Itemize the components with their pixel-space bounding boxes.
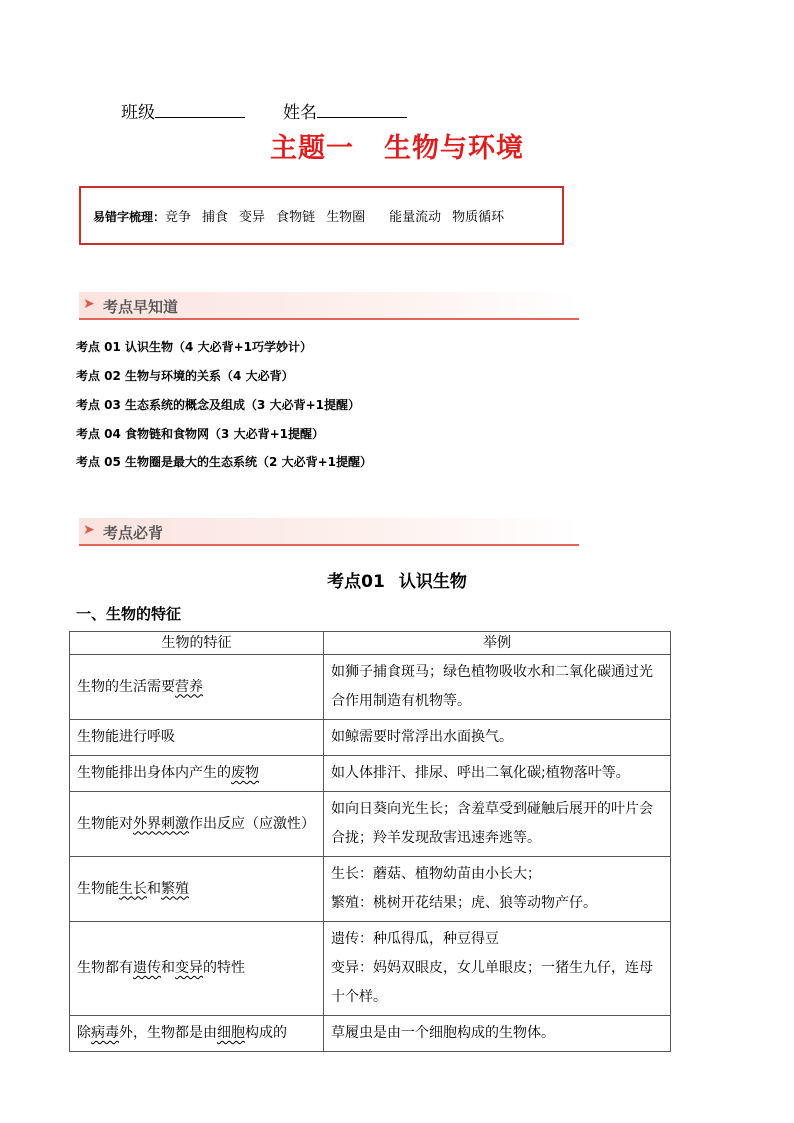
- feature-cell: [70, 756, 324, 792]
- confusing-word: 能量流动: [389, 210, 442, 225]
- feature-keyword: 遗传: [133, 960, 161, 976]
- feature-text: 的特性: [203, 960, 245, 976]
- table-row: [70, 655, 671, 720]
- example-line: 如鲸需要时常浮出水面换气。: [331, 729, 513, 745]
- kaodian-list-item: 考点 01 认识生物（4 大必背+1巧学妙计）: [76, 340, 312, 354]
- confusing-word: 捕食: [202, 210, 229, 225]
- sub-heading: 一、生物的特征: [76, 605, 182, 623]
- confusing-chars-label: 易错字梳理：: [93, 210, 166, 224]
- feature-keyword: 营养: [175, 678, 203, 695]
- example-line: 生长：蘑菇、植物幼苗由小长大；: [331, 866, 541, 882]
- feature-text: 生物都有: [77, 960, 133, 976]
- feature-text: 作出反应（应激性）: [189, 815, 315, 832]
- class-name-line: [121, 98, 407, 123]
- example-cell: [324, 655, 671, 720]
- example-cell: [324, 922, 671, 1016]
- feature-keyword: 生长: [119, 880, 147, 897]
- table-row: [70, 756, 671, 792]
- title-part1: 主题一: [270, 133, 354, 164]
- feature-cell: [70, 857, 324, 922]
- feature-text: 生物能对: [77, 815, 133, 832]
- confusing-word: 变异: [239, 210, 266, 225]
- kaodian-title: 认识生物: [398, 572, 467, 592]
- kaodian-number: 考点01: [327, 572, 385, 592]
- example-line: 繁殖：桃树开花结果；虎、狼等动物产仔。: [331, 895, 597, 911]
- table-row: [70, 720, 671, 756]
- title-part2: 生物与环境: [384, 133, 524, 164]
- table-row: [70, 792, 671, 857]
- feature-text: 和: [147, 880, 161, 897]
- confusing-word: 竞争: [165, 210, 192, 225]
- section-bar-early-know: [79, 292, 579, 320]
- kaodian-list-item: 考点 04 食物链和食物网（3 大必背+1提醒）: [76, 427, 324, 441]
- confusing-word: 生物圈: [326, 210, 366, 225]
- table-row: [70, 922, 671, 1016]
- feature-keyword: 外界刺激: [133, 815, 189, 832]
- example-line: 如向日葵向光生长；含羞草受到碰触后展开的叶片会合拢；羚羊发现敌害迅速奔逃等。: [331, 801, 653, 846]
- example-line: 如人体排汗、排尿、呼出二氧化碳;植物落叶等。: [331, 765, 630, 781]
- feature-cell: [70, 655, 324, 720]
- confusing-word: 物质循环: [452, 210, 505, 225]
- feature-text: 外，生物都是由: [119, 1025, 217, 1041]
- kaodian-list-item: 考点 05 生物圈是最大的生态系统（2 大必背+1提醒）: [76, 455, 372, 469]
- feature-text: 除: [77, 1025, 91, 1041]
- example-line: 变异：妈妈双眼皮，女儿单眼皮；一猪生九仔，连母十个样。: [331, 960, 653, 1005]
- feature-text: 生物的生活需要: [77, 678, 175, 695]
- features-table: [69, 631, 671, 1052]
- table-header-row: [70, 632, 671, 655]
- example-cell: [324, 756, 671, 792]
- name-label: 姓名: [283, 103, 317, 123]
- example-cell: [324, 720, 671, 756]
- feature-cell: [70, 792, 324, 857]
- example-cell: [324, 792, 671, 857]
- column-header: 生物的特征: [70, 632, 324, 655]
- class-blank[interactable]: [155, 101, 245, 118]
- feature-keyword: 变异: [175, 960, 203, 976]
- feature-text: 生物能排出身体内产生的: [77, 765, 231, 781]
- kaodian-list-item: 考点 02 生物与环境的关系（4 大必背）: [76, 369, 294, 383]
- table-row: [70, 857, 671, 922]
- feature-keyword: 繁殖: [161, 880, 189, 897]
- table-row: [70, 1016, 671, 1052]
- kaodian-heading: [0, 567, 794, 592]
- example-cell: [324, 1016, 671, 1052]
- section-title: 考点必背: [103, 524, 164, 542]
- class-label: 班级: [121, 103, 155, 123]
- feature-keyword: 病毒: [91, 1025, 119, 1041]
- feature-cell: [70, 720, 324, 756]
- column-header: 举例: [324, 632, 671, 655]
- feature-text: 和: [161, 960, 175, 976]
- feature-text: 构成的: [245, 1025, 287, 1041]
- example-cell: [324, 857, 671, 922]
- arrow-right-icon: ➤: [83, 522, 95, 538]
- page-title: [0, 126, 794, 165]
- section-title: 考点早知道: [103, 298, 179, 316]
- feature-cell: [70, 1016, 324, 1052]
- example-line: 草履虫是由一个细胞构成的生物体。: [331, 1025, 555, 1041]
- confusing-chars-line: [93, 206, 504, 225]
- feature-cell: [70, 922, 324, 1016]
- feature-keyword: 细胞: [217, 1025, 245, 1041]
- example-line: 遗传：种瓜得瓜，种豆得豆: [331, 931, 499, 947]
- feature-text: 生物能: [77, 880, 119, 897]
- feature-keyword: 废物: [231, 765, 259, 781]
- confusing-word: 食物链: [276, 210, 316, 225]
- name-blank[interactable]: [317, 101, 407, 118]
- confusing-chars-box: [79, 186, 564, 245]
- section-bar-must-memorize: [79, 518, 579, 546]
- arrow-right-icon: ➤: [83, 296, 95, 312]
- kaodian-list-item: 考点 03 生态系统的概念及组成（3 大必背+1提醒）: [76, 398, 360, 412]
- example-line: 如狮子捕食斑马；绿色植物吸收水和二氧化碳通过光合作用制造有机物等。: [331, 664, 653, 709]
- feature-text: 生物能进行呼吸: [77, 729, 175, 745]
